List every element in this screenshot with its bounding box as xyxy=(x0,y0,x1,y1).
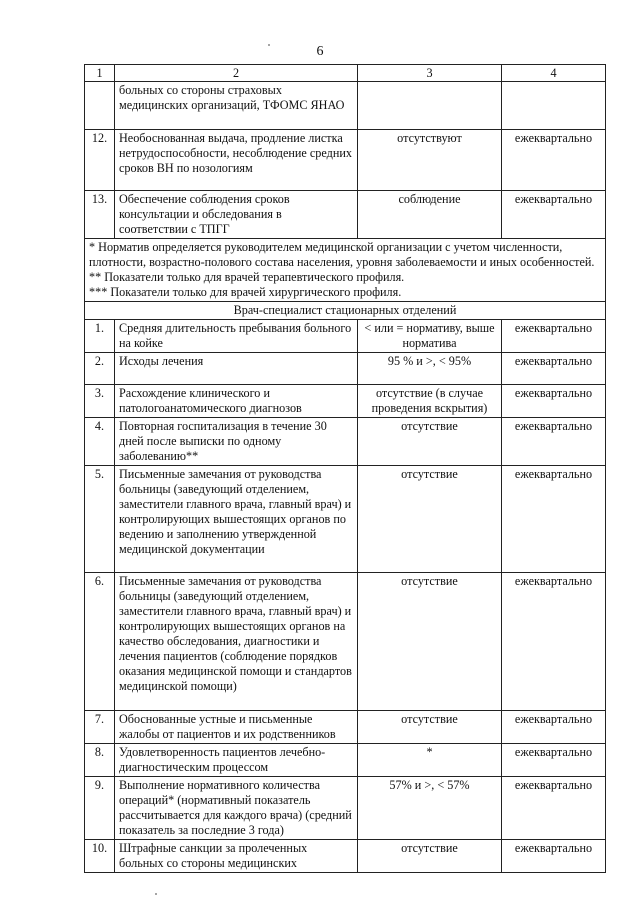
table-row xyxy=(85,130,606,191)
row-period: ежеквартально xyxy=(502,466,606,573)
table-row xyxy=(85,191,606,239)
column-header: 3 xyxy=(358,65,502,82)
row-period: ежеквартально xyxy=(502,191,606,239)
row-norm: отсутствие (в случае проведения вскрытия) xyxy=(358,385,502,418)
row-criterion: Письменные замечания от руководства больницы (заведующий отделением, заместители главного врача, главный врач) и контролирующих вышестоящих органов по ведению и заполнению утвержденной медицинской документации xyxy=(115,466,358,573)
row-norm: отсутствие xyxy=(358,466,502,573)
row-norm: отсутствуют xyxy=(358,130,502,191)
row-number: 2. xyxy=(85,353,115,385)
footnote: *** Показатели только для врачей хирургического профиля. xyxy=(89,285,402,299)
row-criterion: Письменные замечания от руководства больницы (заведующий отделением, заместители главного врача, главный врач) и контролирующих вышестоящих органов на качество обследования, диагностики и лечения пациентов (соблюдение порядков оказания медицинской помощи и стандартов медицинской помощи) xyxy=(115,573,358,711)
table-row xyxy=(85,840,606,873)
column-header: 4 xyxy=(502,65,606,82)
criteria-table xyxy=(84,64,606,873)
row-number: 10. xyxy=(85,840,115,873)
footnote: ** Показатели только для врачей терапевтического профиля. xyxy=(89,270,405,284)
row-period xyxy=(502,82,606,130)
row-number: 13. xyxy=(85,191,115,239)
table-row xyxy=(85,466,606,573)
row-criterion: Обеспечение соблюдения сроков консультации и обследования в соответствии с ТПГГ xyxy=(115,191,358,239)
row-period: ежеквартально xyxy=(502,711,606,744)
row-criterion: Обоснованные устные и письменные жалобы от пациентов и их родственников xyxy=(115,711,358,744)
row-number: 4. xyxy=(85,418,115,466)
row-number: 1. xyxy=(85,320,115,353)
row-norm: отсутствие xyxy=(358,711,502,744)
table-row xyxy=(85,82,606,130)
row-number: 6. xyxy=(85,573,115,711)
row-period: ежеквартально xyxy=(502,320,606,353)
row-criterion: Исходы лечения xyxy=(115,353,358,385)
row-number: 8. xyxy=(85,744,115,777)
row-criterion: Средняя длительность пребывания больного на койке xyxy=(115,320,358,353)
row-number: 7. xyxy=(85,711,115,744)
table-row xyxy=(85,353,606,385)
row-period: ежеквартально xyxy=(502,777,606,840)
row-criterion: Удовлетворенность пациентов лечебно-диагностическим процессом xyxy=(115,744,358,777)
row-norm: отсутствие xyxy=(358,418,502,466)
row-period: ежеквартально xyxy=(502,418,606,466)
table-row xyxy=(85,418,606,466)
row-norm: * xyxy=(358,744,502,777)
row-criterion: Выполнение нормативного количества операций* (нормативный показатель рассчитывается для каждого врача) (средний показатель за последние 3 года) xyxy=(115,777,358,840)
row-norm: соблюдение xyxy=(358,191,502,239)
footnotes xyxy=(85,239,606,302)
table-row xyxy=(85,777,606,840)
row-criterion: Необоснованная выдача, продление листка нетрудоспособности, несоблюдение средних сроков ВН по нозологиям xyxy=(115,130,358,191)
row-period: ежеквартально xyxy=(502,840,606,873)
row-norm: 95 % и >, < 95% xyxy=(358,353,502,385)
footnote: * Норматив определяется руководителем медицинской организации с учетом численности, плотности, возрастно-полового состава населения, уровня заболеваемости и иных особенностей. xyxy=(89,240,595,269)
table-row xyxy=(85,711,606,744)
row-norm xyxy=(358,82,502,130)
row-norm: 57% и >, < 57% xyxy=(358,777,502,840)
page-number: 6 xyxy=(316,44,324,59)
table-row xyxy=(85,573,606,711)
section-title: Врач-специалист стационарных отделений xyxy=(85,302,606,320)
row-period: ежеквартально xyxy=(502,385,606,418)
row-period: ежеквартально xyxy=(502,130,606,191)
row-number: 9. xyxy=(85,777,115,840)
row-criterion: Штрафные санкции за пролеченных больных со стороны медицинских xyxy=(115,840,358,873)
scan-speck xyxy=(268,44,270,46)
table-row xyxy=(85,385,606,418)
row-criterion: больных со стороны страховых медицинских организаций, ТФОМС ЯНАО xyxy=(115,82,358,130)
row-criterion: Расхождение клинического и патологоанатомического диагнозов xyxy=(115,385,358,418)
row-norm: отсутствие xyxy=(358,840,502,873)
table-row xyxy=(85,320,606,353)
row-criterion: Повторная госпитализация в течение 30 дней после выписки по одному заболеванию** xyxy=(115,418,358,466)
row-number: 5. xyxy=(85,466,115,573)
row-number: 3. xyxy=(85,385,115,418)
column-header: 1 xyxy=(85,65,115,82)
row-norm: < или = нормативу, выше норматива xyxy=(358,320,502,353)
row-period: ежеквартально xyxy=(502,744,606,777)
row-number: 12. xyxy=(85,130,115,191)
section-row xyxy=(85,302,606,320)
row-number xyxy=(85,82,115,130)
row-norm: отсутствие xyxy=(358,573,502,711)
scan-speck xyxy=(155,893,157,895)
table-header-row xyxy=(85,65,606,82)
footnotes-row xyxy=(85,239,606,302)
column-header: 2 xyxy=(115,65,358,82)
row-period: ежеквартально xyxy=(502,573,606,711)
row-period: ежеквартально xyxy=(502,353,606,385)
table-row xyxy=(85,744,606,777)
